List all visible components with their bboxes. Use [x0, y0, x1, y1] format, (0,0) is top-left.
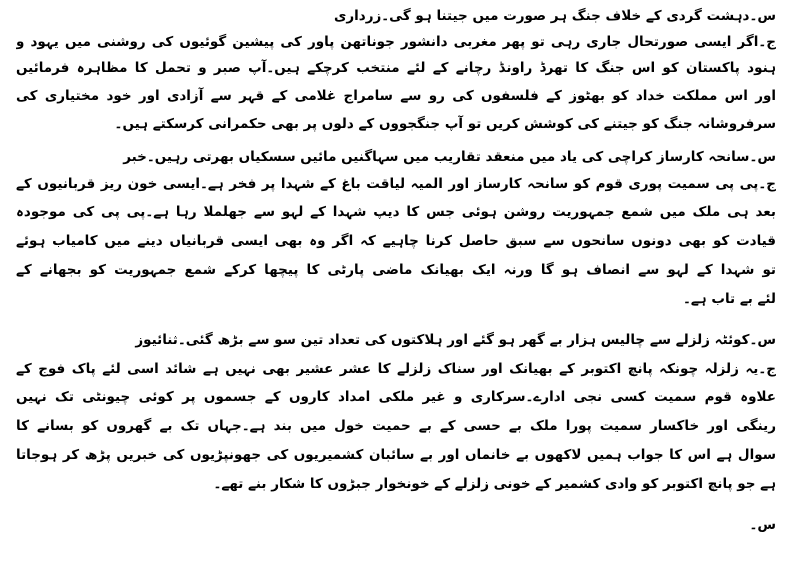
text-line-8: بعد ہی ملک میں شمع جمہوریت روشن ہوئی جس کا دیپ شہدا کے لہو سے جھلملا رہا ہے۔پی پی کی موجودہ	[16, 204, 776, 220]
text-line-15: رینگی اور خاکسار سمیت پورا ملک بے حسی کے بے حمیت خول میں بند ہے۔جہاں تک بے گھروں کو بسانے کا	[16, 418, 776, 434]
text-line-9: قیادت کو بھی دونوں سانحوں سے سبق حاصل کرنا چاہیے کہ اگر وہ بھی ایسی قربانیاں دینے میں کامیاب ہوئے	[16, 233, 776, 249]
text-line-11: لئے بے تاب ہے۔	[682, 291, 776, 307]
text-line-17: ہے جو پانچ اکتوبر کو وادی کشمیر کے خونی زلزلے کے خونخوار جبڑوں کا شکار بنے تھے۔	[213, 476, 776, 492]
text-line-4: اور اس مملکت خداد کو بھٹوز کے فلسفوں کی رو سے سامراج غلامی کے قہر سے آزادی اور خود مختیاری کی	[16, 88, 776, 104]
text-line-13: ج۔یہ زلزلہ چونکہ پانچ اکتوبر کے بھیانک اور سناک زلزلے کا عشر عشیر بھی نہیں ہے شائد اسی لئے پاک فوج کے	[16, 361, 776, 377]
text-line-2: ج۔اگر ایسی صورتحال جاری رہی تو پھر مغربی دانشور جوناتھن پاور کی پیشین گوئیوں کی روشنی میں یہود و	[16, 34, 776, 50]
text-line-10: تو شہدا کے لہو سے انصاف ہو گا ورنہ ایک بھیانک ماضی پارٹی کا پیچھا کرکے شمع جمہوریت کو بجھانے کے	[16, 262, 776, 278]
text-line-5: سرفروشانہ جنگ کو جیتنے کی کوشش کریں تو آپ جنگجووں کے دلوں پر بھی حکمرانی کرسکتے ہیں۔	[114, 116, 776, 132]
text-line-1: س۔دہشت گردی کے خلاف جنگ ہر صورت میں جیتنا ہو گی۔زرداری	[334, 8, 776, 24]
text-line-6: س۔سانحہ کارساز کراچی کی یاد میں منعقد تقاریب میں سہاگنیں مائیں سسکیاں بھرتی رہیں۔خبر	[123, 149, 776, 165]
text-line-3: ہنود پاکستان کو اس جنگ کا تھرڈ راونڈ رچانے کے لئے منتخب کرچکے ہیں۔آپ صبر و تحمل کا مظاہرہ فرمائیں	[16, 60, 776, 76]
text-line-18: س۔	[749, 517, 776, 533]
text-line-12: س۔کوئٹہ زلزلے سے چالیس ہزار بے گھر ہو گئے اور ہلاکتوں کی تعداد تین سو سے بڑھ گئی۔ثنائیوز	[135, 332, 776, 348]
text-line-16: سوال ہے اس کا جواب ہمیں لاکھوں بے خانماں اور بے سائبان کشمیریوں کی جھونپڑیوں کی خبریں پڑھ کر ہوجاتا	[16, 447, 776, 463]
text-line-7: ج۔پی پی سمیت پوری قوم کو سانحہ کارساز اور المیہ لیاقت باغ کے شہدا پر فخر ہے۔ایسی خون ریز قربانیوں کے	[16, 176, 776, 192]
text-line-14: علاوہ قوم سمیت کسی نجی ادارے۔سرکاری و غیر ملکی امداد کاروں کے جسموں پر کوئی چیونٹی تک نہیں	[16, 389, 776, 405]
